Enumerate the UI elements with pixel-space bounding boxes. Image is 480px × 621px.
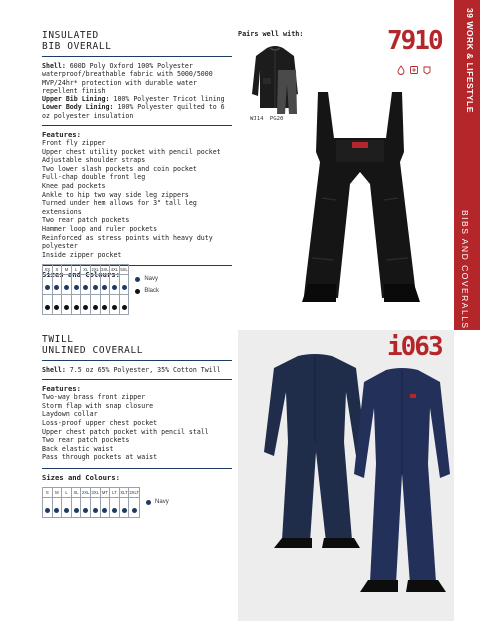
availability-cell	[71, 294, 81, 314]
spec-label: Upper Bib Lining:	[42, 95, 110, 104]
colour-availability-row	[43, 497, 140, 517]
sizes-heading: Sizes and Colours:	[42, 473, 120, 483]
availability-cell	[110, 274, 120, 294]
waterproof-icon	[396, 60, 406, 70]
availability-cell	[119, 274, 129, 294]
feature-item: Full-chap double front leg	[42, 173, 146, 182]
colour-legend-item	[135, 288, 159, 294]
availability-cell	[129, 497, 140, 517]
size-colour-table	[42, 264, 129, 315]
colour-legend-item	[146, 499, 169, 505]
size-label: 2XL	[81, 488, 91, 498]
availability-dot	[93, 508, 98, 513]
specs-rule	[42, 125, 232, 126]
size-label: S	[43, 488, 53, 498]
feature-item: Inside zipper pocket	[42, 250, 122, 259]
pairs-well-label: Pairs well with:	[238, 30, 304, 38]
colour-name: Navy	[155, 499, 169, 505]
feature-item: Pass through pockets at waist	[42, 453, 158, 462]
feature-item: Hammer loop and ruler pockets	[42, 225, 158, 234]
availability-dot	[132, 508, 137, 513]
size-label: L	[62, 488, 72, 498]
availability-dot	[64, 508, 69, 513]
spec-label: Shell:	[42, 62, 66, 70]
size-label: 2XLT	[129, 488, 140, 498]
availability-cell	[110, 294, 120, 314]
feature-item: Upper chest patch pocket with pencil stall	[42, 427, 209, 436]
spec-text: 600D Poly Oxford 100% Polyester waterproof/breathable fabric with 5000/5000 MVP/24hr* protection with durable water repellent finish	[42, 62, 213, 95]
spec-item	[42, 366, 232, 374]
feature-item: Ankle to hip two way side leg zippers	[42, 190, 189, 199]
features-heading: Features:	[42, 384, 81, 394]
availability-dot	[102, 285, 107, 290]
size-header-row	[43, 265, 129, 275]
feature-icons	[396, 60, 432, 70]
feature-item: Reinforced as stress points with heavy duty polyester	[42, 233, 213, 251]
availability-dot	[122, 285, 127, 290]
title-rule	[42, 56, 232, 57]
spec-text: 100% Polyester Tricot lining	[109, 95, 225, 104]
availability-cell	[119, 497, 129, 517]
availability-dot	[45, 508, 50, 513]
insulated-icon	[409, 60, 419, 70]
product-twill-coverall	[42, 334, 232, 482]
colour-name: Navy	[144, 276, 159, 282]
spec-item	[42, 103, 232, 120]
feature-item: Two rear patch pockets	[42, 436, 130, 445]
availability-dot	[112, 508, 117, 513]
availability-cell	[90, 497, 100, 517]
model-number: 7910	[387, 26, 442, 56]
size-label: XL	[81, 265, 91, 275]
size-label: MT	[100, 488, 110, 498]
colour-name: Black	[144, 288, 160, 294]
availability-cell	[90, 274, 100, 294]
availability-dot	[93, 305, 98, 310]
availability-dot	[83, 508, 88, 513]
availability-cell	[100, 294, 110, 314]
availability-cell	[62, 497, 72, 517]
availability-cell	[52, 497, 62, 517]
size-colour-table	[42, 487, 140, 518]
availability-cell	[100, 497, 110, 517]
size-label: 3XL	[100, 265, 110, 275]
availability-dot	[102, 305, 107, 310]
availability-dot	[74, 305, 79, 310]
page-label: 39 WORK & LIFESTYLE	[465, 8, 475, 113]
colour-swatch	[146, 500, 151, 505]
features-heading: Features:	[42, 130, 81, 140]
feature-item: Back elastic waist	[42, 444, 114, 453]
spec-label: Lower Body Lining:	[42, 103, 114, 112]
size-label: 3XL	[90, 488, 100, 498]
availability-cell	[81, 497, 91, 517]
availability-dot	[64, 305, 69, 310]
availability-dot	[64, 285, 69, 290]
specs-rule	[42, 379, 232, 380]
colour-availability-row	[43, 294, 129, 314]
availability-cell	[52, 294, 62, 314]
availability-dot	[54, 305, 59, 310]
availability-cell	[62, 274, 72, 294]
availability-cell	[62, 294, 72, 314]
size-label: 2XL	[90, 265, 100, 275]
availability-dot	[74, 508, 79, 513]
availability-dot	[74, 285, 79, 290]
spec-text: 7.5 oz 65% Polyester, 35% Cotton Twill	[65, 366, 221, 374]
availability-cell	[90, 294, 100, 314]
feature-item: Two lower slash pockets and coin pocket	[42, 164, 197, 173]
bib-overall-image	[290, 88, 430, 317]
availability-cell	[43, 497, 53, 517]
availability-cell	[100, 274, 110, 294]
availability-dot	[93, 285, 98, 290]
feature-list	[42, 139, 232, 259]
feature-item: Upper chest utility pocket with pencil pocket	[42, 147, 221, 156]
availability-dot	[54, 508, 59, 513]
size-label: S	[52, 265, 62, 275]
size-label: M	[62, 265, 72, 275]
pocket-icon	[422, 60, 432, 70]
section-label: BIBS AND COVERALLS	[460, 210, 470, 330]
spec-item	[42, 62, 232, 95]
feature-item: Laydown collar	[42, 410, 98, 419]
coverall-front-image	[352, 364, 452, 598]
availability-dot	[102, 508, 107, 513]
size-label: 4XL	[110, 265, 120, 275]
availability-cell	[71, 274, 81, 294]
pair-codes: WJ14 PG20	[250, 116, 284, 122]
feature-item: Storm flap with snap closure	[42, 401, 154, 410]
colour-legend-item	[135, 276, 158, 282]
availability-dot	[45, 285, 50, 290]
feature-item: Two-way brass front zipper	[42, 393, 146, 402]
feature-item: Adjustable shoulder straps	[42, 156, 146, 165]
availability-dot	[83, 305, 88, 310]
availability-dot	[45, 305, 50, 310]
size-label: M	[52, 488, 62, 498]
feature-item: Knee pad pockets	[42, 182, 106, 191]
product-title-line1: TWILL	[42, 334, 74, 345]
availability-cell	[81, 294, 91, 314]
product-title-line1: INSULATED	[42, 30, 99, 41]
size-label: XLT	[119, 488, 129, 498]
availability-cell	[110, 497, 120, 517]
product-title-line2: UNLINED COVERALL	[42, 345, 144, 356]
colour-swatch	[135, 277, 140, 282]
availability-dot	[122, 508, 127, 513]
side-tab	[454, 0, 480, 621]
size-label: 5XL	[119, 265, 129, 275]
feature-item: Turned under hem allows for 3" tall leg extensions	[42, 199, 197, 216]
spec-text: 100% Polyester quilted to 6 oz polyester insulation	[42, 103, 225, 120]
sizes-heading: Sizes and Colours:	[42, 270, 120, 280]
spec-item	[42, 95, 232, 103]
availability-dot	[112, 285, 117, 290]
feature-item: Two rear patch pockets	[42, 216, 130, 225]
size-header-row	[43, 488, 140, 498]
availability-cell	[71, 497, 81, 517]
colour-swatch	[135, 289, 140, 294]
spec-list	[42, 366, 232, 374]
size-label: XS	[43, 265, 53, 275]
availability-cell	[43, 274, 53, 294]
size-label: L	[71, 265, 81, 275]
availability-cell	[81, 274, 91, 294]
model-number: i063	[387, 332, 442, 362]
availability-dot	[83, 285, 88, 290]
availability-dot	[122, 305, 127, 310]
product-title-line2: BIB OVERALL	[42, 41, 112, 52]
size-label: LT	[110, 488, 120, 498]
feature-list	[42, 393, 232, 462]
spec-list	[42, 62, 232, 120]
size-label: XL	[71, 488, 81, 498]
colour-availability-row	[43, 274, 129, 294]
availability-cell	[43, 294, 53, 314]
availability-dot	[54, 285, 59, 290]
feature-item: Front fly zipper	[42, 139, 106, 148]
availability-cell	[52, 274, 62, 294]
title-rule	[42, 360, 232, 361]
availability-cell	[119, 294, 129, 314]
feature-item: Loss-proof upper chest pocket	[42, 419, 158, 428]
features-rule	[42, 468, 232, 469]
availability-dot	[112, 305, 117, 310]
spec-label: Shell:	[42, 366, 66, 374]
product-bib-overall	[42, 30, 232, 279]
